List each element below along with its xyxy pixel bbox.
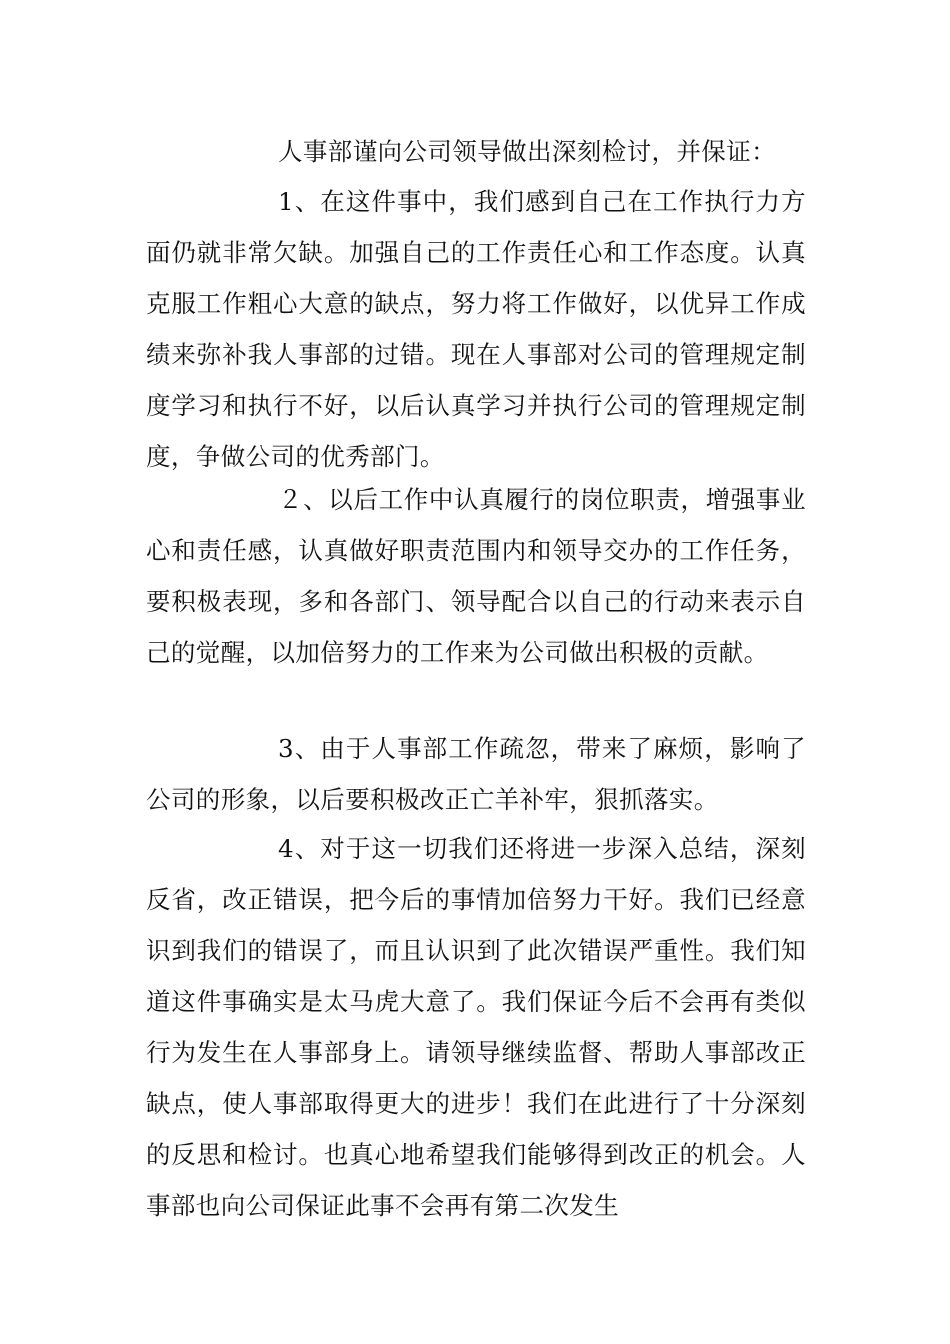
point-4-paragraph: 4、对于这一切我们还将进一步深入总结，深刻反省，改正错误，把今后的事情加倍努力干好。我们已经意识到我们的错误了，而且认识到了此次错误严重性。我们知道这件事确实是太马虎大意了。我们保证今后不会再有类似行为发生在人事部身上。请领导继续监督、帮助人事部改正缺点，使人事部取得更大的进步！我们在此进行了十分深刻的反思和检讨。也真心地希望我们能够得到改正的机会。人事部也向公司保证此事不会再有第二次发生 [146,834,806,1220]
point-1-paragraph: 1、在这件事中，我们感到自己在工作执行力方面仍就非常欠缺。加强自己的工作责任心和工作态度。认真克服工作粗心大意的缺点，努力将工作做好，以优异工作成绩来弥补我人事部的过错。现在人事部对公司的管理规定制度学习和执行不好，以后认真学习并执行公司的管理规定制度，争做公司的优秀部门。 [146,187,806,471]
point-2-paragraph: ２、以后工作中认真履行的岗位职责，增强事业心和责任感，认真做好职责范围内和领导交办的工作任务，要积极表现，多和各部门、领导配合以自己的行动来表示自己的觉醒，以加倍努力的工作来为公司做出积极的贡献。 [146,485,806,667]
point-3-paragraph: 3、由于人事部工作疏忽，带来了麻烦，影响了公司的形象，以后要积极改正亡羊补牢，狠抓落实。 [146,734,806,814]
intro-paragraph: 人事部谨向公司领导做出深刻检讨，并保证： [278,137,776,166]
